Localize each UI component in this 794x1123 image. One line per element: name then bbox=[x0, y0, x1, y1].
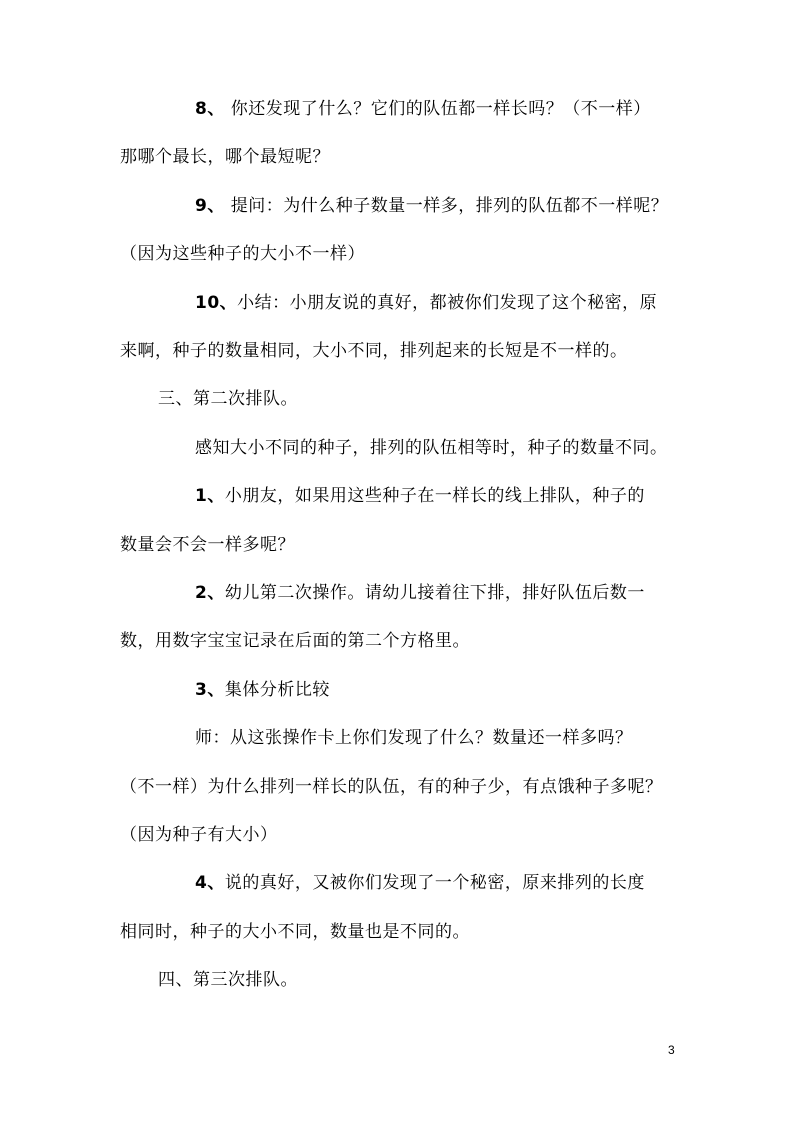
line-text: 那哪个最长，哪个最短呢？ bbox=[120, 147, 330, 167]
page-number: 3 bbox=[668, 1043, 675, 1057]
item-number: 8、 bbox=[195, 99, 225, 119]
paragraph-line bbox=[195, 291, 657, 315]
paragraph-line bbox=[120, 775, 663, 799]
paragraph-line bbox=[195, 436, 668, 460]
line-text: 幼儿第二次操作。请幼儿接着往下排，排好队伍后数一 bbox=[224, 583, 645, 603]
paragraph-line bbox=[195, 678, 330, 702]
line-text: （不一样）为什么排列一样长的队伍，有的种子少，有点饿种子多呢？ bbox=[120, 777, 663, 797]
paragraph-line bbox=[120, 339, 628, 363]
line-text: 集体分析比较 bbox=[224, 680, 330, 700]
paragraph-line bbox=[120, 629, 470, 653]
paragraph-line bbox=[120, 823, 278, 847]
line-text: 数量会不会一样多呢？ bbox=[120, 535, 295, 555]
line-text: 三、第二次排队。 bbox=[158, 389, 298, 409]
line-text: （因为这些种子的大小不一样） bbox=[120, 244, 365, 264]
paragraph-line bbox=[120, 145, 330, 169]
item-number: 3、 bbox=[195, 680, 225, 700]
line-text: 师：从这张操作卡上你们发现了什么？数量还一样多吗？ bbox=[195, 728, 633, 748]
paragraph-line bbox=[195, 194, 668, 218]
line-text: 说的真好，又被你们发现了一个秘密，原来排列的长度 bbox=[224, 873, 645, 893]
paragraph-line bbox=[120, 242, 365, 266]
paragraph-line bbox=[195, 726, 633, 750]
paragraph-line bbox=[195, 871, 645, 895]
line-text: 相同时，种子的大小不同，数量也是不同的。 bbox=[120, 922, 470, 942]
line-text: 来啊，种子的数量相同，大小不同，排列起来的长短是不一样的。 bbox=[120, 341, 628, 361]
line-text: （因为种子有大小） bbox=[120, 825, 278, 845]
section-heading bbox=[158, 968, 298, 992]
line-text: 提问：为什么种子数量一样多，排列的队伍都不一样呢？ bbox=[224, 196, 669, 216]
item-number: 10、 bbox=[195, 293, 238, 313]
section-heading bbox=[158, 387, 298, 411]
paragraph-line bbox=[195, 484, 645, 508]
paragraph-line bbox=[195, 581, 645, 605]
item-number: 1、 bbox=[195, 486, 225, 506]
line-text: 小结：小朋友说的真好，都被你们发现了这个秘密，原 bbox=[237, 293, 658, 313]
paragraph-line bbox=[120, 533, 295, 557]
line-text: 你还发现了什么？它们的队伍都一样长吗？（不一样） bbox=[224, 99, 651, 119]
paragraph-line bbox=[120, 920, 470, 944]
paragraph-line bbox=[195, 97, 651, 121]
line-text: 小朋友，如果用这些种子在一样长的线上排队，种子的 bbox=[224, 486, 645, 506]
line-text: 感知大小不同的种子，排列的队伍相等时，种子的数量不同。 bbox=[195, 438, 668, 458]
line-text: 数，用数字宝宝记录在后面的第二个方格里。 bbox=[120, 631, 470, 651]
item-number: 4、 bbox=[195, 873, 225, 893]
line-text: 四、第三次排队。 bbox=[158, 970, 298, 990]
item-number: 2、 bbox=[195, 583, 225, 603]
item-number: 9、 bbox=[195, 196, 225, 216]
